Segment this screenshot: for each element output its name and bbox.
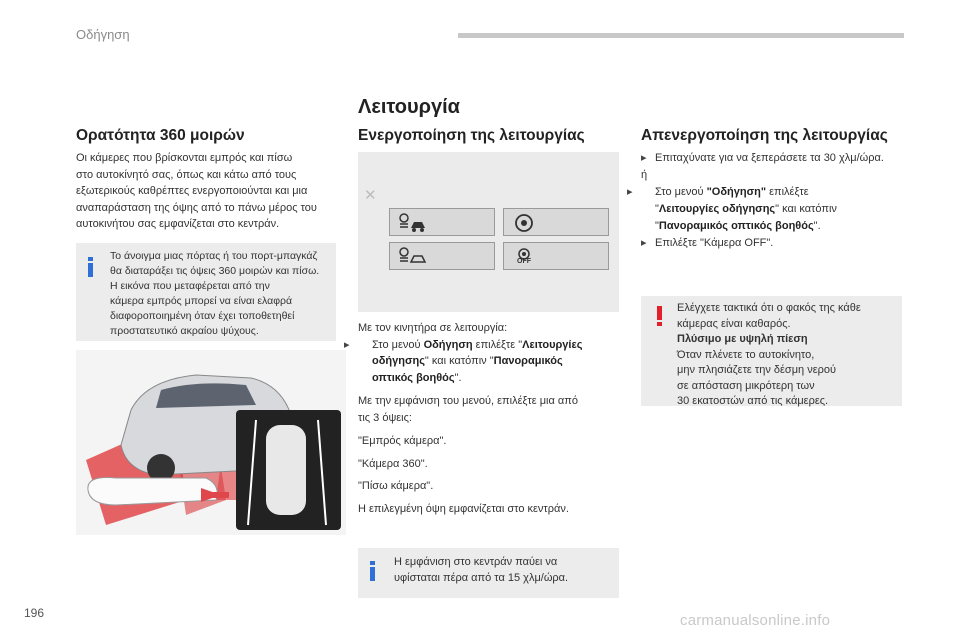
camera-off-button[interactable] [503, 242, 609, 270]
warning-line: Ελέγχετε τακτικά ότι ο φακός της κάθε [677, 302, 861, 314]
warning-line: κάμερας είναι καθαρός. [677, 317, 791, 330]
menu-option: Λειτουργίες [522, 338, 583, 351]
menu-option: οδήγησης [372, 355, 425, 367]
menu-name: "Οδήγηση" [706, 186, 767, 198]
settings-camera-button[interactable] [503, 208, 609, 236]
menu-name: Οδήγηση [423, 338, 473, 351]
info-icon [88, 257, 93, 277]
middle-title: Ενεργοποίηση της λειτουργίας [358, 127, 585, 144]
view-option-360: "Κάμερα 360". [358, 458, 428, 470]
left-title: Ορατότητα 360 μοιρών [76, 127, 245, 144]
info-line: κάμερα εμπρός μπορεί να είναι ελαφρά [110, 295, 293, 307]
activation-step [344, 337, 623, 387]
step-text: " και κατόπιν " [424, 355, 494, 367]
display-screen [358, 152, 619, 312]
menu-option: Πανοραμικός [493, 355, 563, 367]
step-text: επιλέξτε [766, 186, 809, 198]
info-line: Το άνοιγμα μιας πόρτας ή του πορτ-μπαγκάζ [110, 250, 318, 262]
bullet-icon: ▸ [627, 186, 633, 198]
rear-camera-button[interactable] [389, 242, 495, 270]
view-option-rear: "Πίσω κάμερα". [358, 480, 434, 492]
bullet-icon: ▸ [641, 152, 647, 164]
camera-settings-icon [512, 212, 542, 234]
left-paragraph-line: στο αυτοκίνητό σας, όπως και κάτω από τους [76, 168, 297, 181]
left-info-box [76, 243, 336, 341]
deactivation-steps [627, 150, 916, 252]
select-line: τις 3 όψεις: [358, 411, 412, 424]
warning-heading: Πλύσιμο με υψηλή πίεση [677, 333, 808, 345]
menu-option: Λειτουργίες οδήγησης [658, 203, 776, 215]
front-camera-button[interactable] [389, 208, 495, 236]
step-text: " [655, 203, 659, 215]
info-line: προστατευτικό ακραίου ψύχους. [110, 325, 259, 337]
bullet-icon: ▸ [344, 338, 350, 351]
info-icon [370, 561, 375, 581]
left-paragraph [76, 150, 346, 233]
step-text: " [655, 220, 659, 232]
left-paragraph-line: εξωτερικούς καθρέπτες ενεργοποιούνται και μια [76, 185, 308, 197]
warning-line: Όταν πλένετε το αυτοκίνητο, [677, 348, 815, 361]
left-paragraph-line: Οι κάμερες που βρίσκονται εμπρός και πίσω [76, 152, 293, 164]
warning-icon [657, 306, 662, 326]
left-paragraph-line: αναπαράσταση της όψης από το πάνω μέρος του [76, 201, 317, 214]
step-text: Επιταχύνατε για να ξεπεράσετε τα 30 χλμ/ώρα. [655, 152, 884, 164]
main-title: Λειτουργία [358, 96, 460, 118]
info-line: Η εμφάνιση στο κεντράν παύει να [394, 556, 558, 568]
info-line: υφίσταται πέρα από τα 15 χλμ/ώρα. [394, 572, 569, 584]
step-text: ". [813, 220, 821, 232]
intro-text: Με τον κινητήρα σε λειτουργία: [358, 322, 508, 334]
step-text: Στο μενού [372, 338, 424, 351]
header-title: Οδήγηση [76, 27, 130, 42]
front-camera-icon [398, 212, 428, 234]
close-icon[interactable]: ✕ [364, 187, 377, 204]
menu-option: οπτικός βοηθός [372, 371, 455, 384]
step-text: " και κατόπιν [775, 203, 837, 215]
deactivation-step-menu [627, 184, 916, 235]
deactivation-step-off [641, 235, 916, 252]
page-number: 196 [24, 606, 45, 620]
select-line: Με την εμφάνιση του μενού, επιλέξτε μια από [358, 395, 578, 407]
middle-info-box [358, 548, 619, 598]
watermark: carmanualsonline.info [680, 612, 831, 629]
warning-box [641, 296, 902, 406]
menu-option: Πανοραμικός οπτικός βοηθός [658, 220, 814, 232]
step-text: επιλέξτε " [472, 338, 523, 351]
off-label: OFF [517, 258, 531, 265]
warning-line: σε απόσταση μικρότερη των [677, 379, 815, 392]
step-text: Επιλέξτε "Κάμερα OFF". [655, 237, 774, 249]
info-line: Η εικόνα που μεταφέρεται από την [110, 280, 270, 292]
deactivation-step-speed [641, 150, 916, 167]
view-select-text [358, 393, 623, 426]
view-option-front: "Εμπρός κάμερα". [358, 435, 447, 447]
step-text: ". [454, 371, 462, 384]
middle-instructions [344, 320, 623, 386]
warning-line: μην πλησιάζετε την δέσμη νερού [677, 364, 837, 376]
info-line: θα διαταράξει τις όψεις 360 μοιρών και πίσω. [110, 265, 320, 277]
info-line: διαφοροποιημένη όταν έχει τοποθετηθεί [110, 310, 295, 322]
rear-camera-icon [398, 246, 428, 268]
or-text: ή [641, 169, 648, 181]
header-bar [458, 33, 904, 38]
warning-line: 30 εκατοστών από τις κάμερες. [677, 395, 829, 407]
step-text: Στο μενού [655, 186, 707, 198]
result-text: Η επιλεγμένη όψη εμφανίζεται στο κεντράν. [358, 503, 569, 515]
left-paragraph-line: αυτοκινήτου σας εμφανίζεται στο κεντράν. [76, 218, 280, 230]
bullet-icon: ▸ [641, 237, 647, 249]
car-camera-illustration [76, 350, 346, 535]
right-title: Απενεργοποίηση της λειτουργίας [641, 127, 888, 144]
